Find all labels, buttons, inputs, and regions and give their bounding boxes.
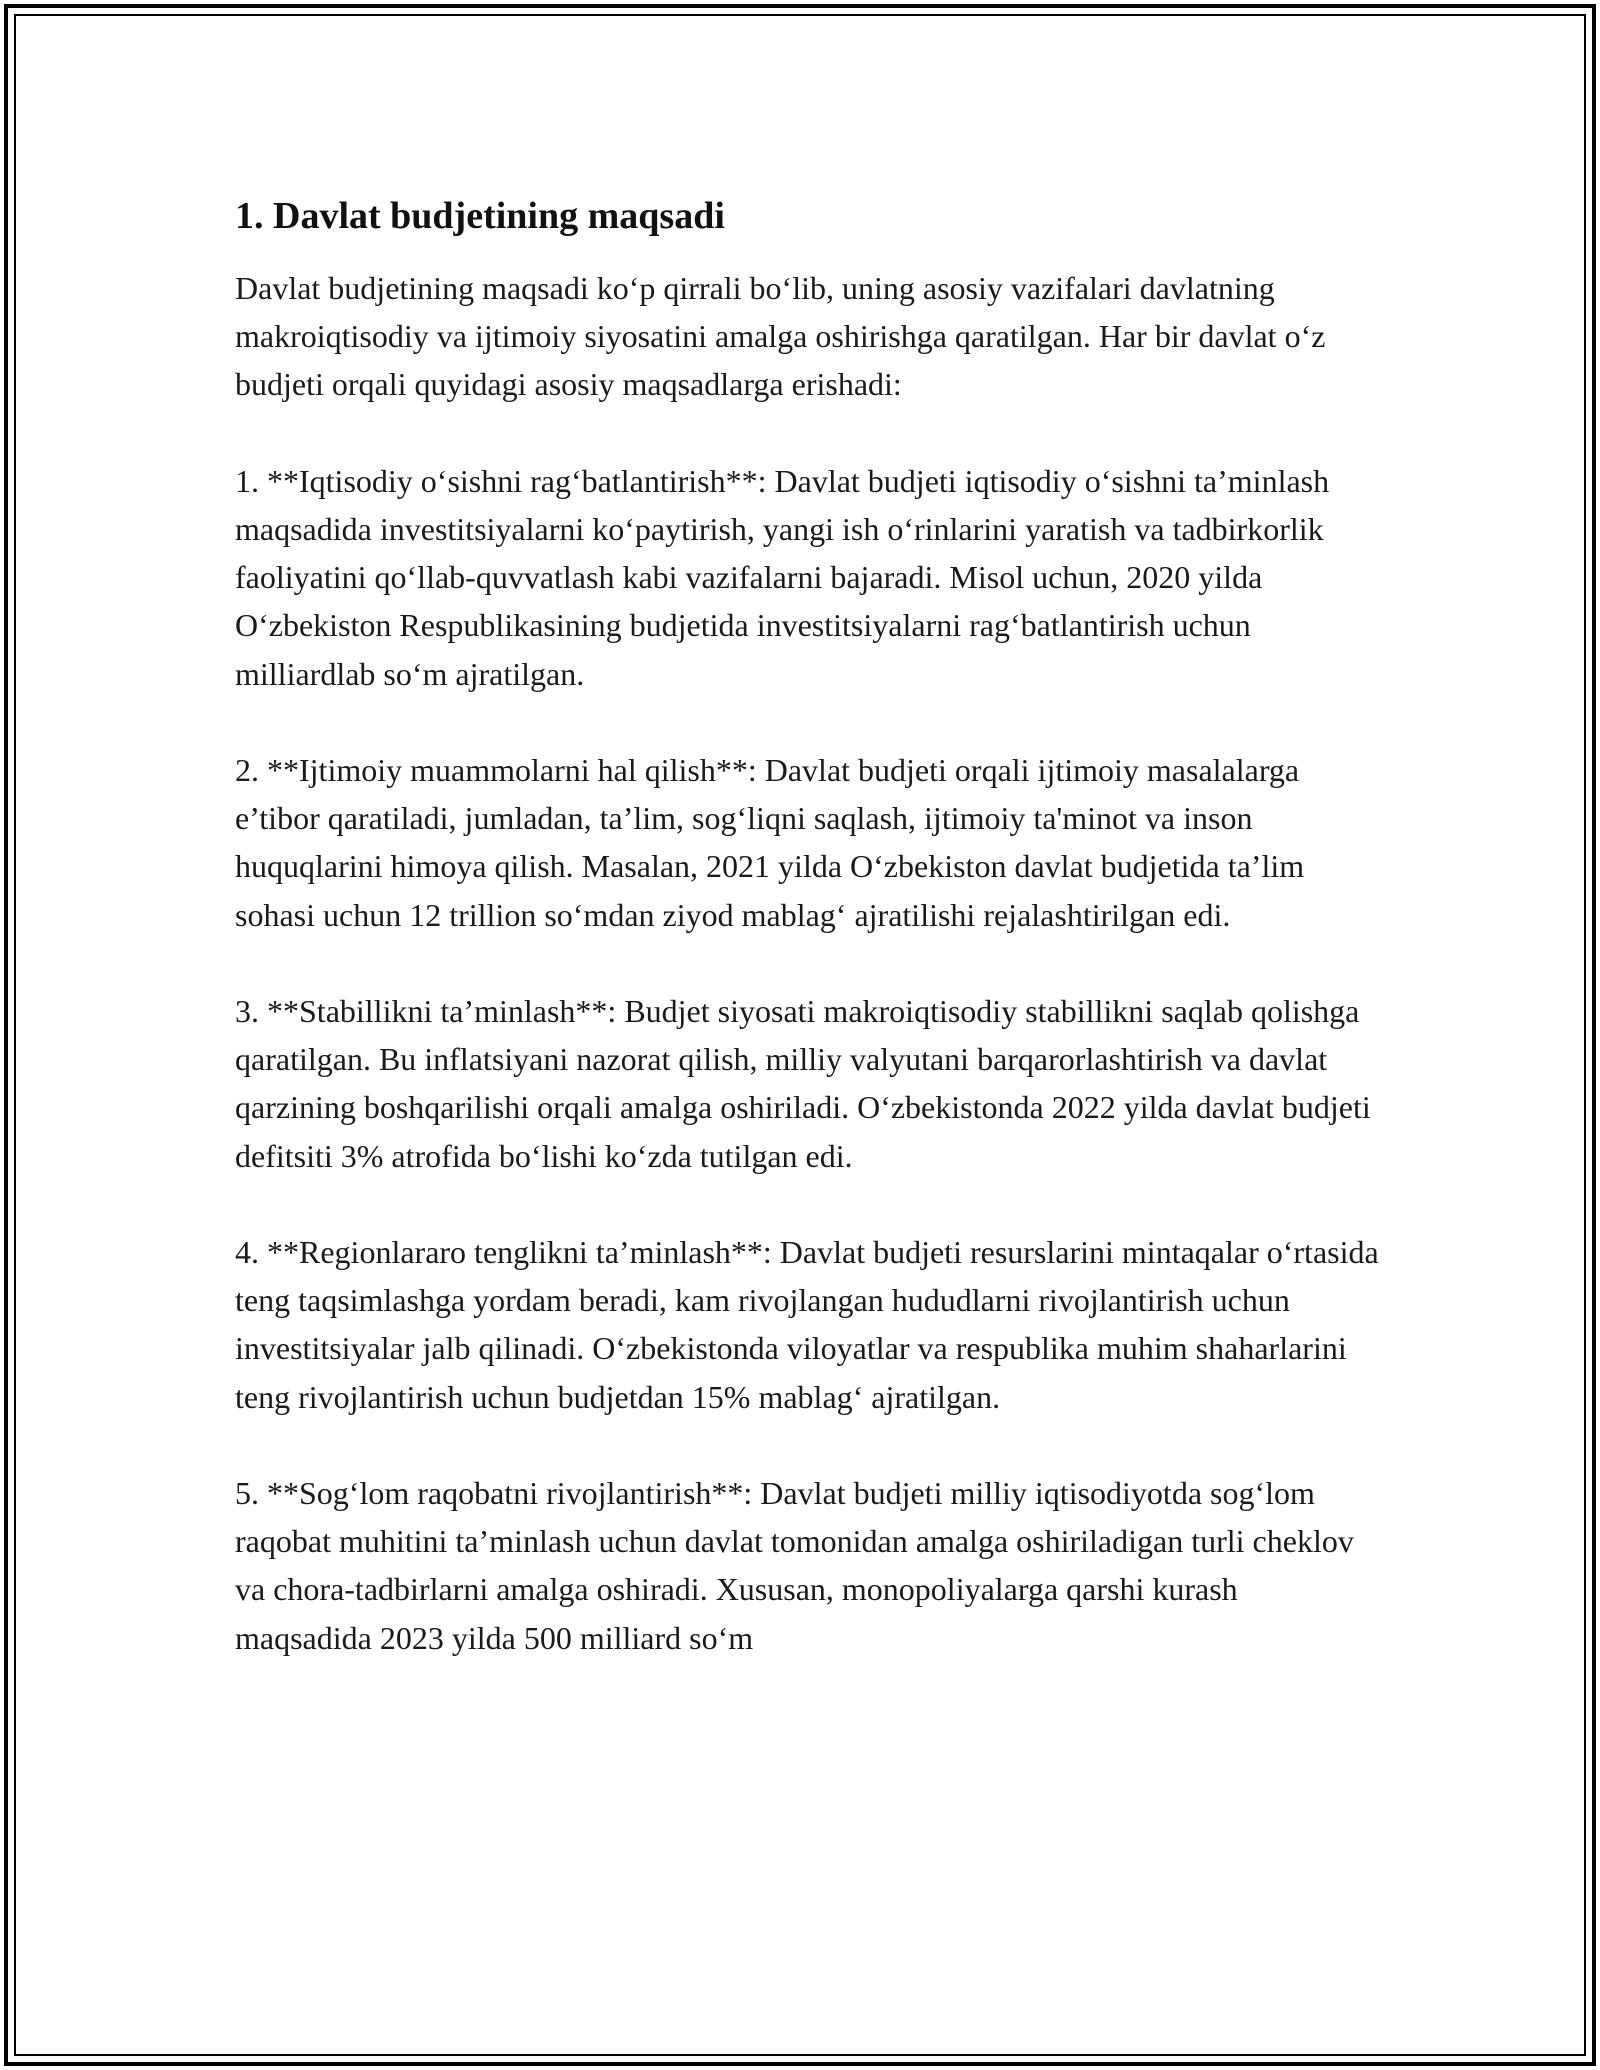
list-item-3: 3. **Stabillikni ta’minlash**: Budjet siyosati makroiqtisodiy stabillikni saqlab qolishga qaratilgan. Bu inflatsiyani nazorat qilish, milliy valyutani barqarorlashtirish va davlat qarzining boshqarilishi orqali amalga oshiriladi. O‘zbekistonda 2022 yilda davlat budjeti defitsiti 3% atrofida bo‘lishi ko‘zda tutilgan edi.	[235, 993, 1371, 1174]
list-item-2: 2. **Ijtimoiy muammolarni hal qilish**: Davlat budjeti orqali ijtimoiy masalalarga e’tibor qaratiladi, jumladan, ta’lim, sog‘liqni saqlash, ijtimoiy ta'minot va inson huquqlarini himoya qilish. Masalan, 2021 yilda O‘zbekiston davlat budjetida ta’lim sohasi uchun 12 trillion so‘mdan ziyod mablag‘ ajratilishi rejalashtirilgan edi.	[235, 752, 1305, 933]
list-item-4: 4. **Regionlararo tenglikni ta’minlash**: Davlat budjeti resurslarini mintaqalar o‘rtasida teng taqsimlashga yordam beradi, kam rivojlangan hududlarni rivojlantirish uchun investitsiyalar jalb qilinadi. O‘zbekistonda viloyatlar va respublika muhim shaharlarini teng rivojlantirish uchun budjetdan 15% mablag‘ ajratilgan.	[235, 1234, 1379, 1415]
section-heading: 1. Davlat budjetining maqsadi	[235, 195, 725, 237]
list-item-5: 5. **Sog‘lom raqobatni rivojlantirish**: Davlat budjeti milliy iqtisodiyotda sog‘lom raqobat muhitini ta’minlash uchun davlat tomonidan amalga oshiriladigan turli cheklov va chora-tadbirlarni amalga oshiradi. Xususan, monopoliyalarga qarshi kurash maqsadida 2023 yilda 500 milliard so‘m	[235, 1475, 1354, 1656]
list-item-1: 1. **Iqtisodiy o‘sishni rag‘batlantirish**: Davlat budjeti iqtisodiy o‘sishni ta’minlash maqsadida investitsiyalarni ko‘paytirish, yangi ish o‘rinlarini yaratish va tadbirkorlik faoliyatini qo‘llab-quvvatlash kabi vazifalarni bajaradi. Misol uchun, 2020 yilda O‘zbekiston Respublikasining budjetida investitsiyalarni rag‘batlantirish uchun milliardlab so‘m ajratilgan.	[235, 462, 1330, 692]
intro-paragraph: Davlat budjetining maqsadi ko‘p qirrali bo‘lib, uning asosiy vazifalari davlatning makroiqtisodiy va ijtimoiy siyosatini amalga oshirishga qaratilgan. Har bir davlat o‘z budjeti orqali quyidagi asosiy maqsadlarga erishadi:	[235, 270, 1326, 403]
document-body	[235, 188, 1380, 1662]
